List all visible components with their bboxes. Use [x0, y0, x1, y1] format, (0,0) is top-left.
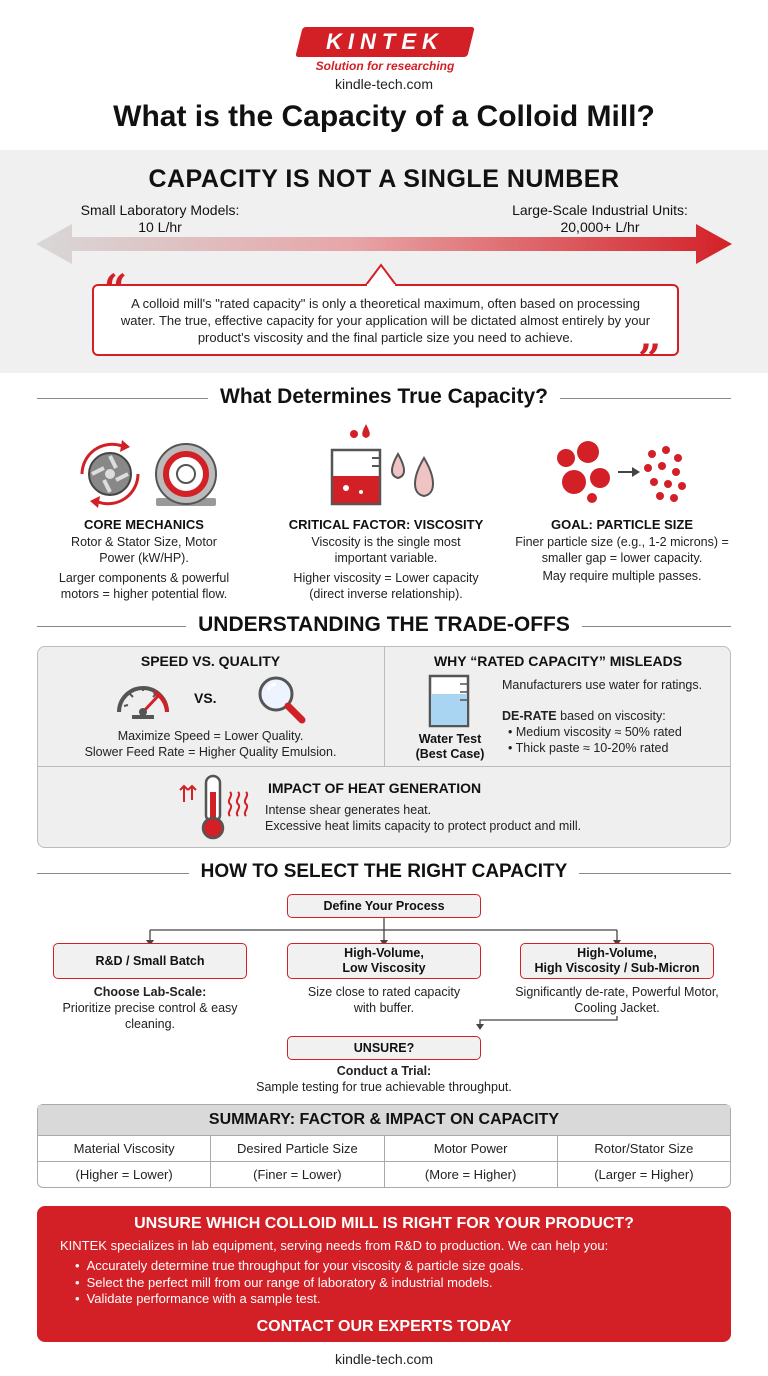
list-item: • Select the perfect mill from our range of laboratory & industrial models.	[75, 1275, 715, 1292]
speedometer-icon	[114, 676, 172, 720]
summary-cell: (More = Higher)	[385, 1162, 558, 1187]
derate-text: DE-RATE based on viscosity: • Medium viscosity ≈ 50% rated • Thick paste ≈ 10-20% rated	[502, 709, 682, 755]
vs-label: VS.	[194, 690, 217, 706]
beaker-viscosity-icon	[326, 424, 446, 510]
small-models-label: Small Laboratory Models: 10 L/hr	[80, 202, 240, 235]
summary-factor-row	[38, 1135, 730, 1161]
summary-cell: Desired Particle Size	[211, 1136, 384, 1161]
option-rd-small-batch: R&D / Small Batch	[53, 943, 247, 979]
speed-quality-title: SPEED VS. QUALITY	[140, 653, 281, 669]
website-bottom[interactable]: kindle-tech.com	[334, 1351, 434, 1367]
option-low-viscosity-text: Size close to rated capacity with buffer.	[307, 985, 461, 1015]
determinants-heading: What Determines True Capacity?	[208, 385, 560, 409]
speed-quality-text: Maximize Speed = Lower Quality. Slower Feed Rate = Higher Quality Emulsion.	[84, 729, 337, 759]
page-title: What is the Capacity of a Colloid Mill?	[113, 100, 655, 133]
summary-cell: Motor Power	[385, 1136, 558, 1161]
define-process-node: Define Your Process	[287, 894, 481, 918]
heat-text: Intense shear generates heat. Excessive heat limits capacity to protect product and mill.	[265, 803, 582, 833]
summary-cell: Material Viscosity	[38, 1136, 211, 1161]
option-high-volume-high-viscosity: High-Volume, High Viscosity / Sub-Micron	[520, 943, 714, 979]
thermometer-heat-icon	[178, 772, 252, 840]
factor-particle-size: GOAL: PARTICLE SIZE Finer particle size (e.g., 1-2 microns) = smaller gap = lower capacity. May require multiple passes.	[515, 517, 729, 583]
factor-core-mechanics: CORE MECHANICS Rotor & Stator Size, Motor Power (kW/HP). Larger components & powerful motors = higher potential flow.	[58, 517, 230, 601]
option-high-volume-low-viscosity: High-Volume, Low Viscosity	[287, 943, 481, 979]
summary-cell: (Finer = Lower)	[211, 1162, 384, 1187]
water-beaker-icon	[424, 672, 474, 730]
factor-viscosity: CRITICAL FACTOR: VISCOSITY Viscosity is the single most important variable. Higher viscosity = Lower capacity (direct inverse relationship).	[288, 517, 484, 601]
quote-pointer	[364, 263, 398, 286]
magnifier-icon	[256, 674, 308, 724]
panel-divider	[37, 766, 731, 767]
capacity-quote: A colloid mill's "rated capacity" is only a theoretical maximum, often based on processing water. The true, effective capacity for your application will be dictated almost entirely by your product's viscosity and the final particle size you need to achieve.	[120, 296, 651, 345]
trial-text: Conduct a Trial: Sample testing for true achievable throughput.	[256, 1064, 512, 1094]
list-item: • Accurately determine true throughput for your viscosity & particle size goals.	[75, 1258, 715, 1275]
quote-close-icon: ”	[638, 336, 662, 383]
capacity-heading: CAPACITY IS NOT A SINGLE NUMBER	[148, 165, 620, 193]
rotor-stator-icon	[72, 438, 222, 510]
list-item: • Validate performance with a sample test.	[75, 1291, 715, 1308]
quote-open-icon: “	[104, 266, 128, 313]
tradeoffs-heading: UNDERSTANDING THE TRADE-OFFS	[186, 613, 582, 637]
unsure-node: UNSURE?	[287, 1036, 481, 1060]
cta-title: UNSURE WHICH COLLOID MILL IS RIGHT FOR YOUR PRODUCT?	[134, 1215, 634, 1232]
selection-heading: HOW TO SELECT THE RIGHT CAPACITY	[189, 861, 580, 883]
cta-bullets	[75, 1258, 715, 1308]
summary-cell: (Higher = Lower)	[38, 1162, 211, 1187]
particle-size-icon	[552, 440, 692, 504]
rated-capacity-title: WHY “RATED CAPACITY” MISLEADS	[433, 653, 683, 669]
large-units-label: Large-Scale Industrial Units: 20,000+ L/hr	[512, 202, 688, 235]
capacity-range-arrow	[34, 222, 734, 266]
website-top[interactable]: kindle-tech.com	[334, 76, 434, 92]
summary-cell: Rotor/Stator Size	[594, 1141, 694, 1156]
logo-tagline: Solution for researching	[315, 59, 455, 73]
summary-impact-row	[38, 1161, 730, 1187]
cta-intro: KINTEK specializes in lab equipment, serving needs from R&D to production. We can help you:	[60, 1238, 609, 1253]
logo: KINTEK	[326, 29, 444, 54]
water-test-label: Water Test (Best Case)	[415, 732, 485, 761]
option-rd-text: Choose Lab-Scale: Prioritize precise control & easy cleaning.	[62, 985, 238, 1031]
option-high-viscosity-text: Significantly de-rate, Powerful Motor, Cooling Jacket.	[515, 985, 719, 1015]
contact-experts-button[interactable]: CONTACT OUR EXPERTS TODAY	[256, 1318, 512, 1335]
heat-title: IMPACT OF HEAT GENERATION	[268, 780, 482, 796]
rated-text: Manufacturers use water for ratings.	[502, 678, 703, 692]
summary-heading: SUMMARY: FACTOR & IMPACT ON CAPACITY	[38, 1105, 730, 1135]
summary-cell: (Larger = Higher)	[594, 1167, 694, 1182]
